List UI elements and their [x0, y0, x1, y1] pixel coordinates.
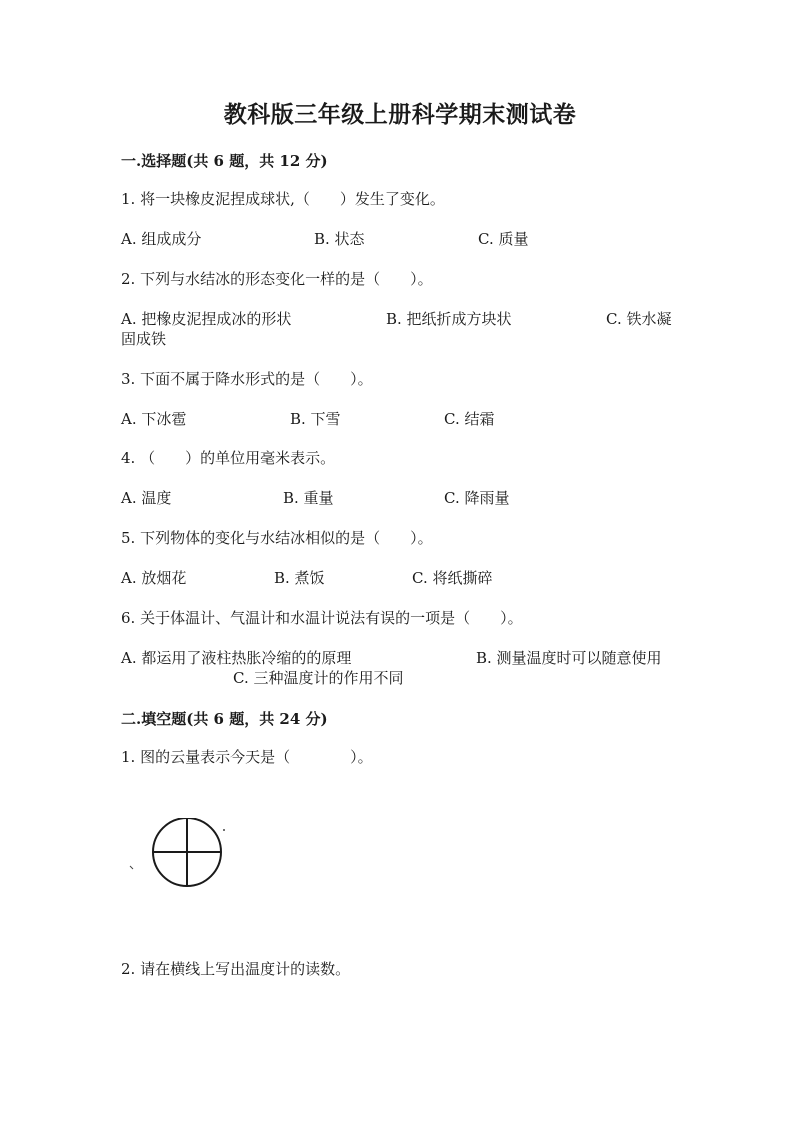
option-b: B. 下雪: [290, 410, 341, 428]
section-heading-fill-blank: 二.填空题(共 6 题，共 24 分): [121, 710, 328, 728]
option-c: C. 质量: [478, 230, 529, 248]
option-c: C. 降雨量: [444, 489, 510, 507]
section-heading-choice: 一.选择题(共 6 题，共 12 分): [121, 152, 328, 170]
question-6: 6. 关于体温计、气温计和水温计说法有误的一项是（ ）。: [121, 609, 523, 627]
question-4: 4. （ ）的单位用毫米表示。: [121, 449, 336, 467]
option-a: A. 组成成分: [121, 230, 202, 248]
question-3: 3. 下面不属于降水形式的是（ ）。: [121, 370, 373, 388]
option-c: C. 将纸撕碎: [412, 569, 493, 587]
fill-question-1: 1. 图的云量表示今天是（ ）。: [121, 748, 373, 766]
option-b: B. 把纸折成方块状: [386, 310, 512, 328]
option-b: B. 煮饭: [274, 569, 325, 587]
question-5: 5. 下列物体的变化与水结冰相似的是（ ）。: [121, 529, 433, 547]
option-b: B. 状态: [314, 230, 365, 248]
option-c-continued: 固成铁: [121, 330, 167, 348]
option-a: A. 把橡皮泥捏成冰的形状: [121, 310, 292, 328]
fill-question-2: 2. 请在横线上写出温度计的读数。: [121, 960, 351, 978]
option-a: A. 下冰雹: [121, 410, 187, 428]
option-a: A. 放烟花: [121, 569, 187, 587]
question-1: 1. 将一块橡皮泥捏成球状,（ ）发生了变化。: [121, 190, 445, 208]
option-a: A. 都运用了液柱热胀冷缩的的原理: [121, 649, 352, 667]
option-c: C. 结霜: [444, 410, 495, 428]
option-a: A. 温度: [121, 489, 172, 507]
cloud-cover-circle-icon: [125, 818, 235, 888]
question-2: 2. 下列与水结冰的形态变化一样的是（ ）。: [121, 270, 433, 288]
option-c: C. 三种温度计的作用不同: [233, 669, 404, 687]
option-b: B. 重量: [283, 489, 334, 507]
option-c: C. 铁水凝: [606, 310, 672, 328]
page-title: 教科版三年级上册科学期末测试卷: [223, 101, 577, 128]
option-b: B. 测量温度时可以随意使用: [476, 649, 662, 667]
